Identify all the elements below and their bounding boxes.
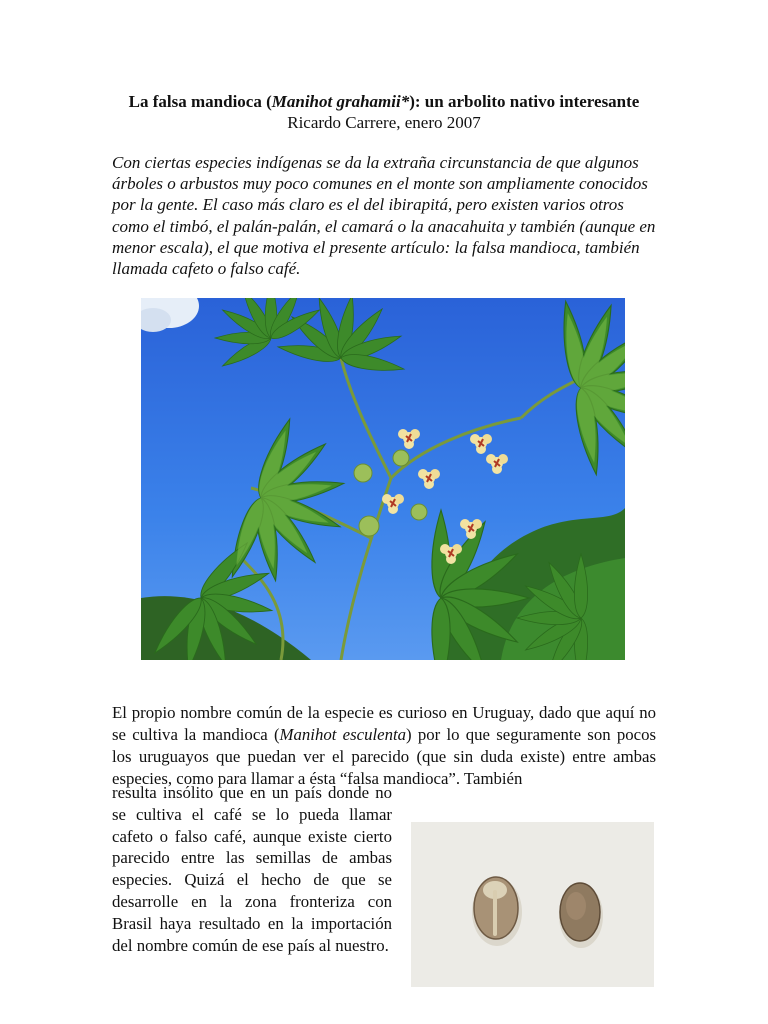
title-text-post: ): un arbolito nativo interesante bbox=[409, 92, 640, 111]
manihot-tree-photo bbox=[141, 298, 625, 660]
body-paragraph-continued: resulta insólito que en un país donde no se cultiva el café se lo pueda llamar cafeto o falso café, aunque existe cierto parecido entre las semillas de ambas especies. Quizá el hecho de que se desarrolle en la zona fronteriza con Brasil haya resultado en la importación del nombre común de ese país al nuestro. bbox=[112, 783, 392, 955]
seeds-illustration bbox=[411, 822, 654, 987]
leaves-and-flowers-illustration bbox=[141, 298, 625, 660]
article-title bbox=[0, 92, 768, 112]
seeds-photo bbox=[411, 822, 654, 987]
title-text-pre: La falsa mandioca ( bbox=[128, 92, 272, 111]
body-species-name: Manihot esculenta bbox=[279, 725, 407, 744]
article-byline: Ricardo Carrere, enero 2007 bbox=[287, 113, 481, 132]
intro-paragraph: Con ciertas especies indígenas se da la extraña circunstancia de que algunos árboles o arbustos muy poco comunes en el monte son ampliamente conocidos por la gente. El caso más claro es el del ibirapitá, pero existen varios otros como el timbó, el palán-palán, el camará o la anacahuita y también (aunque en menor escala), el que motiva el presente artículo: la falsa mandioca, también llamada cafeto o falso café. bbox=[112, 153, 656, 279]
body-paragraph bbox=[112, 702, 656, 790]
body-text-post: ) por lo que seguramente son pocos los uruguayos que puedan ver el parecido (que sin duda existe) entre ambas especies, como para llamar a ésta “falsa mandioca”. También bbox=[112, 725, 656, 788]
title-species-name: Manihot grahamii* bbox=[271, 92, 410, 111]
body-text-pre: El propio nombre común de la especie es curioso en Uruguay, dado que aquí no se cultiva la mandioca ( bbox=[112, 703, 656, 744]
